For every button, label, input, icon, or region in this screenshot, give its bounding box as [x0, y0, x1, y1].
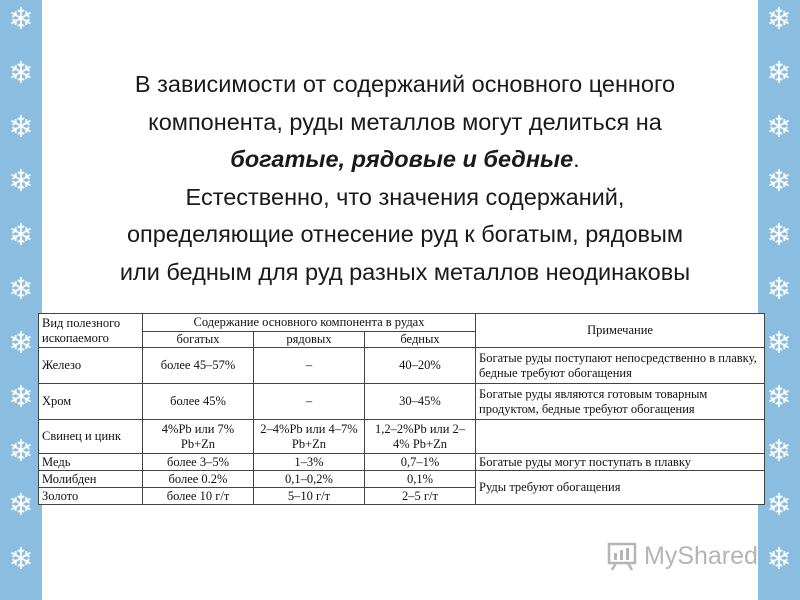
mineral-name: Золото [39, 488, 143, 505]
ordinary-content: – [254, 384, 365, 420]
table-header-row [39, 314, 765, 332]
text-line-2: компонента, руды металлов могут делиться на [148, 108, 662, 135]
rich-content: более 45–57% [143, 348, 254, 384]
ordinary-content: 1–3% [254, 454, 365, 471]
ordinary-content: 2–4%Pb или 4–7% Pb+Zn [254, 420, 365, 454]
poor-content: 40–20% [365, 348, 476, 384]
myshared-watermark [606, 536, 758, 576]
rich-content: более 10 г/т [143, 488, 254, 505]
rich-content: более 3–5% [143, 454, 254, 471]
mineral-name: Хром [39, 384, 143, 420]
poor-content: 30–45% [365, 384, 476, 420]
note-cell: Богатые руды поступают непосредственно в плавку, бедные требуют обогащения [476, 348, 765, 384]
header-poor: бедных [365, 332, 476, 348]
snowflake-icon: ❄ [766, 488, 792, 523]
snowflake-icon: ❄ [8, 434, 34, 469]
table-row [39, 454, 765, 471]
header-main-component-content: Содержание основного компонента в рудах [143, 314, 476, 332]
snowflake-icon: ❄ [8, 164, 34, 199]
left-decorative-border [0, 0, 42, 600]
text-line-6: или бедным для руд разных металлов неодинаковы [119, 258, 691, 285]
snowflake-icon: ❄ [8, 272, 34, 307]
snowflake-icon: ❄ [766, 56, 792, 91]
header-rich: богатых [143, 332, 254, 348]
right-decorative-border [758, 0, 800, 600]
presentation-board-icon [606, 540, 638, 572]
snowflake-icon: ❄ [766, 380, 792, 415]
snowflake-icon: ❄ [8, 110, 34, 145]
poor-content: 2–5 г/т [365, 488, 476, 505]
table-row [39, 471, 765, 488]
snowflake-icon: ❄ [8, 218, 34, 253]
snowflake-icon: ❄ [766, 272, 792, 307]
text-line-4: Естественно, что значения содержаний, [185, 183, 625, 210]
slide-body-text [55, 66, 755, 291]
ordinary-content: 0,1–0,2% [254, 471, 365, 488]
mineral-name: Свинец и цинк [39, 420, 143, 454]
note-cell: Богатые руды могут поступать в плавку [476, 454, 765, 471]
snowflake-icon: ❄ [8, 56, 34, 91]
mineral-name: Молибден [39, 471, 143, 488]
ore-grade-table [38, 313, 765, 505]
rich-content: более 0.2% [143, 471, 254, 488]
text-line-1: В зависимости от содержаний основного ценного [134, 71, 676, 97]
ordinary-content: 5–10 г/т [254, 488, 365, 505]
snowflake-icon: ❄ [8, 380, 34, 415]
snowflake-icon: ❄ [8, 542, 34, 577]
snowflake-icon: ❄ [8, 2, 34, 37]
poor-content: 1,2–2%Pb или 2–4% Pb+Zn [365, 420, 476, 454]
snowflake-icon: ❄ [766, 164, 792, 199]
watermark-text: MyShared [644, 541, 758, 570]
table-row [39, 348, 765, 384]
snowflake-icon: ❄ [766, 326, 792, 361]
snowflake-icon: ❄ [766, 218, 792, 253]
snowflake-icon: ❄ [8, 326, 34, 361]
rich-content: более 45% [143, 384, 254, 420]
header-note: Примечание [476, 314, 765, 348]
table-row [39, 420, 765, 454]
ore-grades-emphasis: богатые, рядовые и бедные [230, 146, 574, 172]
note-cell: Руды требуют обогащения [476, 471, 765, 505]
text-line-5: определяющие отнесение руд к богатым, рядовым [126, 221, 684, 247]
snowflake-icon: ❄ [8, 488, 34, 523]
mineral-name: Медь [39, 454, 143, 471]
poor-content: 0,7–1% [365, 454, 476, 471]
ordinary-content: – [254, 348, 365, 384]
header-ordinary: рядовых [254, 332, 365, 348]
line-3-period: . [573, 146, 580, 172]
rich-content: 4%Pb или 7% Pb+Zn [143, 420, 254, 454]
snowflake-icon: ❄ [766, 542, 792, 577]
table-row [39, 384, 765, 420]
snowflake-icon: ❄ [766, 434, 792, 469]
text-line-3 [55, 141, 755, 179]
header-mineral-type: Вид полезного ископаемого [39, 314, 143, 348]
note-cell [476, 420, 765, 454]
snowflake-icon: ❄ [766, 110, 792, 145]
poor-content: 0,1% [365, 471, 476, 488]
mineral-name: Железо [39, 348, 143, 384]
note-cell: Богатые руды являются готовым товарным продуктом, бедные требуют обогащения [476, 384, 765, 420]
snowflake-icon: ❄ [766, 2, 792, 37]
